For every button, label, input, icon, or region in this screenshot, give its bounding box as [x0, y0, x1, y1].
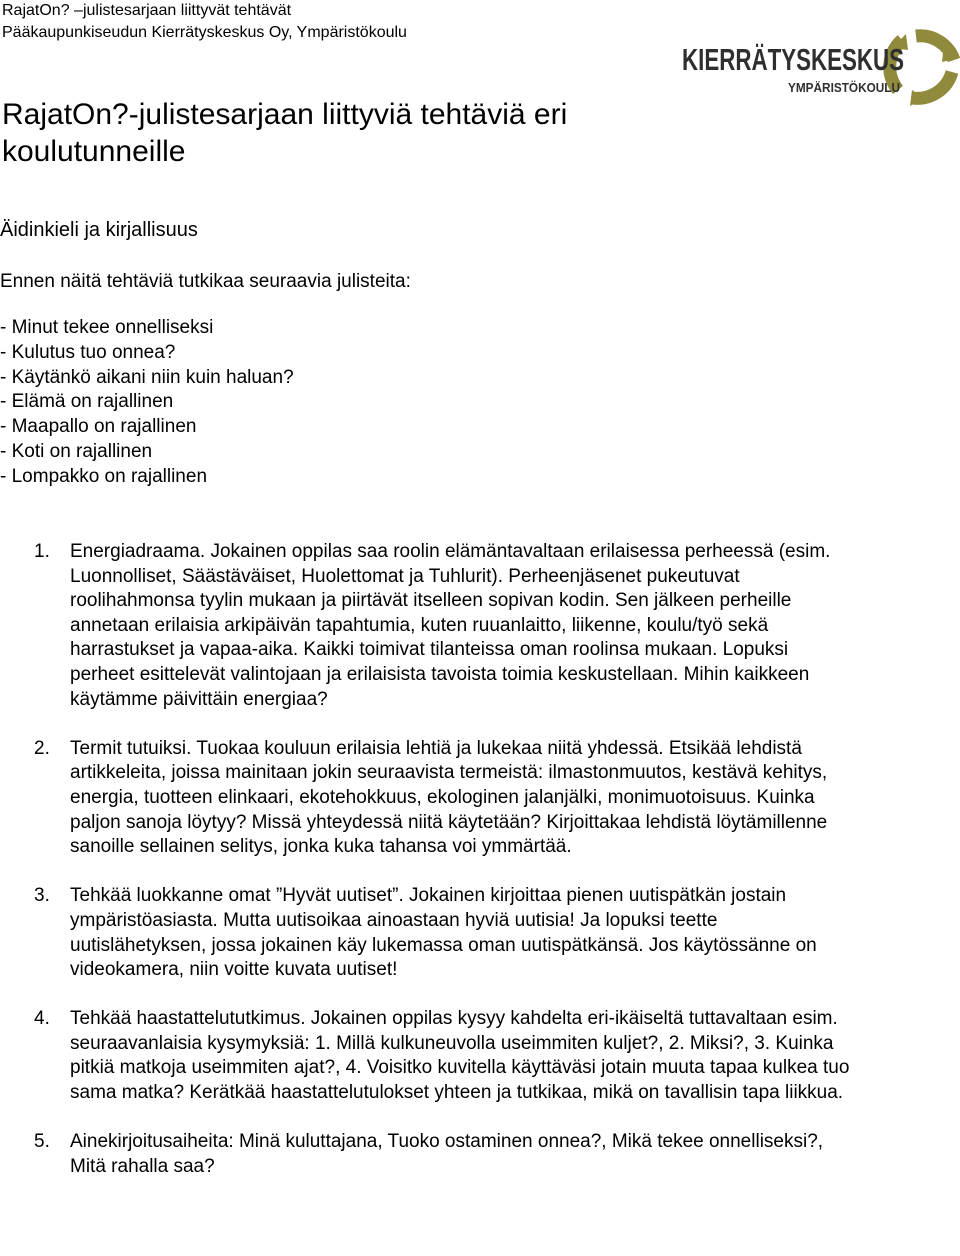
poster-item: - Koti on rajallinen	[0, 440, 153, 462]
task-number: 4.	[34, 1008, 50, 1030]
poster-item: - Käytänkö aikani niin kuin haluan?	[0, 366, 294, 388]
task-item	[0, 540, 850, 712]
task-text: Ainekirjoitusaiheita: Minä kuluttajana, Tuoko ostaminen onnea?, Mikä tekee onnelliseksi?, Mitä rahalla saa?	[70, 1131, 824, 1177]
task-item	[0, 1007, 850, 1105]
task-number: 2.	[34, 737, 50, 759]
task-number: 1.	[34, 541, 50, 562]
poster-item: - Minut tekee onnelliseksi	[0, 317, 214, 338]
header-line-2: Pääkaupunkiseudun Kierrätyskeskus Oy, Ympäristökoulu	[2, 24, 407, 41]
task-text: Termit tutuiksi. Tuokaa kouluun erilaisia lehtiä ja lukekaa niitä yhdessä. Etsikää lehdistä artikkeleita, joissa mainitaan jokin seuraavista termeistä: ilmastonmuutos, kestävä kehitys, energia, tuotteen elinkaari, ekotehokkuus, ekologinen jalanjälki, monimuotoisuus. Kuinka paljon sanoja löytyy? Missä yhteydessä niitä käytetään? Kirjoittakaa lehdistä löytämillenne sanoille sellainen selitys, jonka kuka tahansa voi ymmärtää.	[70, 737, 828, 858]
task-text: Tehkää luokkanne omat ”Hyvät uutiset”. Jokainen kirjoittaa pienen uutispätkän jostain ympäristöasiasta. Mutta uutisoikaa ainoastaan hyviä uutisia! Ja lopuksi teette uutislähetyksen, jossa jokainen käy lukemassa oman uutispätkänsä. Jos käytössänne on videokamera, niin voitte kuvata uutiset!	[70, 885, 817, 981]
poster-item: - Lompakko on rajallinen	[0, 465, 208, 487]
task-item	[0, 737, 850, 860]
task-text: Tehkää haastattelututkimus. Jokainen oppilas kysyy kahdelta eri-ikäiseltä tuttavaltaan esim. seuraavanlaisia kysymyksiä: 1. Millä kulkuneuvolla useimmiten kuljet?, 2. Miksi?, 3. Kuinka pitkiä matkoja useimmiten ajat?, 4. Voisitko kuvitella käyttäväsi jotain muuta tapaa kulkea tuo sama matka? Kerätkää haastattelutulokset yhteen ja tutkikaa, mikä on tavallisin tapa liikkua.	[70, 1008, 850, 1104]
task-list	[0, 540, 850, 1204]
task-item	[0, 1130, 850, 1179]
poster-list	[0, 316, 294, 490]
poster-item: - Kulutus tuo onnea?	[0, 341, 176, 363]
task-number: 5.	[34, 1131, 50, 1153]
poster-item: - Maapallo on rajallinen	[0, 416, 197, 438]
task-text: Energiadraama. Jokainen oppilas saa roolin elämäntavaltaan erilaisessa perheessä (esim. Luonnolliset, Säästäväiset, Huolettomat ja Tuhlurit). Perheenjäsenet pukeutuvat roolihahmonsa tyylin mukaan ja piirtävät itselleen sopivan kodin. Sen jälkeen perheille annetaan erilaisia arkipäivän tapahtumia, kuten ruuanlaitto, liikenne, koulu/työ sekä harrastukset ja vapaa-aika. Kaikki toimivat tilanteissa oman roolinsa mukaan. Lopuksi perheet esittelevät valintojaan ja erilaisista tavoista toimia keskustellaan. Mihin kaikkeen käytämme päivittäin energiaa?	[70, 541, 831, 710]
intro-text: Ennen näitä tehtäviä tutkikaa seuraavia julisteita:	[0, 271, 411, 292]
document-title: RajatOn?-julistesarjaan liittyviä tehtäviä eri koulutunneille	[2, 98, 568, 168]
poster-item: - Elämä on rajallinen	[0, 391, 174, 413]
task-item	[0, 884, 850, 982]
kierratyskeskus-logo	[680, 14, 958, 106]
document-header	[2, 0, 407, 44]
svg-text:YMPÄRISTÖKOULU: YMPÄRISTÖKOULU	[788, 80, 900, 95]
svg-text:KIERRÄTYSKESKUS: KIERRÄTYSKESKUS	[682, 42, 904, 77]
task-number: 3.	[34, 885, 50, 907]
header-line-1: RajatOn? –julistesarjaan liittyvät tehtävät	[2, 2, 292, 19]
subject-heading: Äidinkieli ja kirjallisuus	[0, 219, 198, 241]
